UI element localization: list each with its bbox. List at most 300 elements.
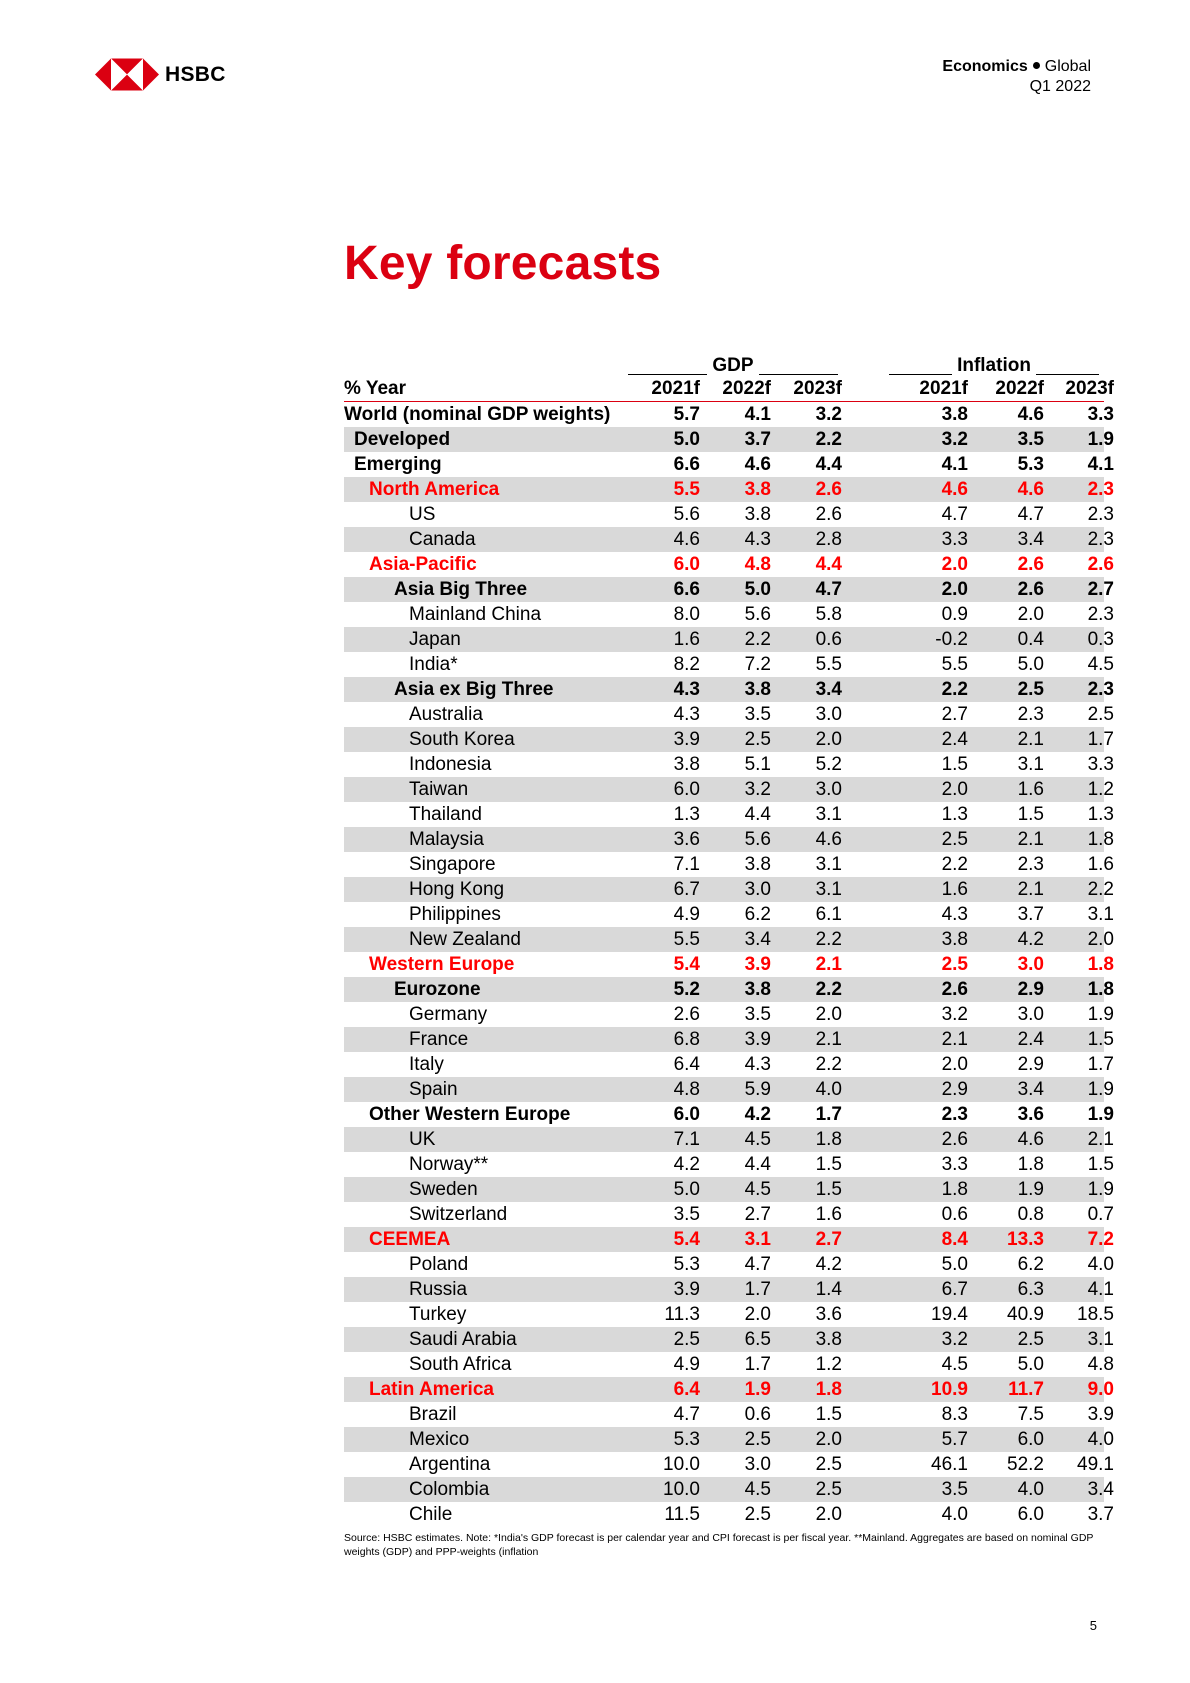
value-cell: 3.9 — [744, 1029, 771, 1050]
row-label: Russia — [409, 1279, 468, 1300]
value-cell: 1.5 — [941, 754, 968, 775]
table-row — [344, 1377, 1114, 1402]
table-row — [344, 1077, 1114, 1102]
value-cell: 6.7 — [673, 879, 700, 900]
page-title: Key forecasts — [344, 237, 662, 290]
value-cell: 3.8 — [744, 679, 771, 700]
value-cell: 2.0 — [744, 1304, 771, 1325]
table-row — [344, 1402, 1114, 1427]
value-cell: 4.9 — [673, 904, 700, 925]
row-label: World (nominal GDP weights) — [344, 404, 611, 425]
value-cell: 3.0 — [744, 1454, 771, 1475]
value-cell: 4.7 — [673, 1404, 700, 1425]
value-cell: 4.5 — [744, 1179, 771, 1200]
value-cell: 2.5 — [673, 1329, 700, 1350]
source-note: Source: HSBC estimates. Note: *India's GDP forecast is per calendar year and CPI forecast is per fiscal year. **Mainland. Aggregates are based on nominal GDP weights (GDP) and PPP-weights (inflation — [344, 1532, 1094, 1558]
value-cell: 1.3 — [673, 804, 700, 825]
value-cell: 1.8 — [941, 1179, 968, 1200]
value-cell: 3.4 — [1087, 1479, 1114, 1500]
value-cell: 1.3 — [941, 804, 968, 825]
value-cell: 3.4 — [1017, 529, 1044, 550]
value-cell: 2.3 — [1087, 479, 1114, 500]
value-cell: 1.5 — [815, 1404, 842, 1425]
value-cell: 2.2 — [815, 429, 842, 450]
value-cell: 4.2 — [1017, 929, 1044, 950]
value-cell: 4.6 — [673, 529, 700, 550]
row-label: South Africa — [409, 1354, 512, 1375]
value-cell: 1.8 — [1087, 954, 1114, 975]
row-label: Mainland China — [409, 604, 542, 625]
value-cell: 6.2 — [1017, 1254, 1044, 1275]
column-header-row — [344, 377, 1114, 402]
value-cell: 4.6 — [1017, 404, 1044, 425]
value-cell: 1.7 — [744, 1279, 771, 1300]
value-cell: 1.5 — [815, 1179, 842, 1200]
row-label: Latin America — [369, 1379, 494, 1400]
value-cell: 3.9 — [744, 954, 771, 975]
table-row — [344, 477, 1114, 502]
value-cell: 7.1 — [673, 854, 700, 875]
value-cell: 7.5 — [1017, 1404, 1044, 1425]
value-cell: 6.6 — [673, 579, 700, 600]
value-cell: 3.8 — [744, 504, 771, 525]
value-cell: 2.0 — [815, 729, 842, 750]
table-row — [344, 927, 1114, 952]
value-cell: 8.3 — [941, 1404, 968, 1425]
value-cell: 0.9 — [941, 604, 968, 625]
value-cell: 4.8 — [673, 1079, 700, 1100]
hsbc-hexagon-icon — [95, 58, 159, 91]
value-cell: 2.0 — [815, 1429, 842, 1450]
row-label: Turkey — [409, 1304, 467, 1325]
value-cell: 6.7 — [941, 1279, 968, 1300]
value-cell: 5.6 — [744, 829, 771, 850]
value-cell: 2.2 — [1087, 879, 1114, 900]
value-cell: 0.6 — [815, 629, 842, 650]
value-cell: 2.5 — [815, 1479, 842, 1500]
value-cell: 4.9 — [673, 1354, 700, 1375]
value-cell: 4.3 — [744, 1054, 771, 1075]
row-label: Asia-Pacific — [369, 554, 477, 575]
value-cell: 2.5 — [744, 1504, 771, 1525]
value-cell: 49.1 — [1077, 1454, 1114, 1475]
value-cell: 5.0 — [673, 429, 700, 450]
value-cell: 4.6 — [744, 454, 771, 475]
value-cell: 2.5 — [744, 729, 771, 750]
value-cell: 2.6 — [1017, 554, 1044, 575]
value-cell: 4.0 — [941, 1504, 968, 1525]
value-cell: 52.2 — [1007, 1454, 1044, 1475]
value-cell: 1.5 — [1017, 804, 1044, 825]
value-cell: 4.2 — [815, 1254, 842, 1275]
value-cell: 4.6 — [1017, 1129, 1044, 1150]
row-header-label: % Year — [344, 378, 406, 399]
value-cell: 2.7 — [744, 1204, 771, 1225]
value-cell: 3.1 — [815, 879, 842, 900]
column-header: 2021f — [651, 378, 700, 399]
row-label: Spain — [409, 1079, 458, 1100]
value-cell: 4.5 — [744, 1129, 771, 1150]
value-cell: 4.0 — [1087, 1429, 1114, 1450]
row-label: Canada — [409, 529, 476, 550]
value-cell: 1.8 — [1017, 1154, 1044, 1175]
group-header-row — [344, 355, 1104, 377]
value-cell: 9.0 — [1087, 1379, 1114, 1400]
table-row — [344, 1202, 1114, 1227]
value-cell: 3.8 — [941, 404, 968, 425]
page-number: 5 — [1089, 1618, 1097, 1633]
value-cell: 4.7 — [815, 579, 842, 600]
row-label: US — [409, 504, 436, 525]
value-cell: 3.0 — [1017, 954, 1044, 975]
value-cell: 3.8 — [744, 479, 771, 500]
value-cell: 3.7 — [1087, 1504, 1114, 1525]
value-cell: 1.2 — [815, 1354, 842, 1375]
row-label: Thailand — [409, 804, 482, 825]
value-cell: 5.5 — [815, 654, 842, 675]
gdp-group-header — [628, 355, 838, 377]
value-cell: 2.6 — [673, 1004, 700, 1025]
value-cell: 7.2 — [1087, 1229, 1114, 1250]
table-row — [344, 1277, 1114, 1302]
row-label: Australia — [409, 704, 483, 725]
table-row — [344, 1502, 1114, 1527]
value-cell: 2.4 — [1017, 1029, 1044, 1050]
value-cell: 5.4 — [673, 954, 700, 975]
value-cell: 3.8 — [941, 929, 968, 950]
value-cell: 3.2 — [941, 1329, 968, 1350]
row-label: Chile — [409, 1504, 453, 1525]
value-cell: 1.6 — [815, 1204, 842, 1225]
value-cell: 3.3 — [941, 1154, 968, 1175]
value-cell: 3.1 — [744, 1229, 771, 1250]
row-label: Singapore — [409, 854, 496, 875]
value-cell: 10.9 — [931, 1379, 968, 1400]
value-cell: 1.5 — [1087, 1029, 1114, 1050]
table-row — [344, 827, 1114, 852]
value-cell: 4.3 — [673, 679, 700, 700]
value-cell: 2.3 — [1087, 529, 1114, 550]
value-cell: 5.4 — [673, 1229, 700, 1250]
value-cell: 3.1 — [815, 854, 842, 875]
value-cell: 11.7 — [1008, 1379, 1044, 1400]
value-cell: 4.0 — [1087, 1254, 1114, 1275]
column-header: 2023f — [793, 378, 842, 399]
value-cell: 2.9 — [1017, 1054, 1044, 1075]
value-cell: 3.6 — [673, 829, 700, 850]
brand-name: HSBC — [165, 62, 226, 86]
value-cell: 3.8 — [744, 979, 771, 1000]
value-cell: 4.6 — [815, 829, 842, 850]
value-cell: 2.2 — [941, 854, 968, 875]
value-cell: 6.8 — [673, 1029, 700, 1050]
value-cell: 4.3 — [744, 529, 771, 550]
value-cell: 5.0 — [673, 1179, 700, 1200]
row-label: Germany — [409, 1004, 488, 1025]
value-cell: 5.5 — [673, 929, 700, 950]
value-cell: 2.5 — [941, 829, 968, 850]
value-cell: 3.1 — [1017, 754, 1044, 775]
value-cell: 2.7 — [941, 704, 968, 725]
value-cell: 2.0 — [815, 1504, 842, 1525]
inflation-group-header — [889, 355, 1099, 377]
table-row — [344, 677, 1114, 702]
value-cell: 2.3 — [1087, 604, 1114, 625]
inflation-group-label: Inflation — [957, 355, 1031, 376]
row-label: Other Western Europe — [369, 1104, 571, 1125]
value-cell: 7.2 — [744, 654, 771, 675]
table-row — [344, 1327, 1114, 1352]
value-cell: 3.2 — [941, 429, 968, 450]
value-cell: 3.9 — [673, 729, 700, 750]
value-cell: -0.2 — [935, 629, 968, 650]
value-cell: 4.7 — [744, 1254, 771, 1275]
value-cell: 6.4 — [673, 1054, 700, 1075]
value-cell: 1.9 — [1087, 429, 1114, 450]
row-label: UK — [409, 1129, 436, 1150]
value-cell: 3.2 — [941, 1004, 968, 1025]
value-cell: 2.1 — [1017, 729, 1044, 750]
value-cell: 2.1 — [1087, 1129, 1114, 1150]
value-cell: 2.3 — [1017, 704, 1044, 725]
value-cell: 2.1 — [1017, 829, 1044, 850]
value-cell: 3.6 — [1017, 1104, 1044, 1125]
row-label: Saudi Arabia — [409, 1329, 517, 1350]
value-cell: 6.1 — [815, 904, 842, 925]
value-cell: 2.5 — [1017, 1329, 1044, 1350]
value-cell: 4.4 — [815, 554, 842, 575]
value-cell: 11.5 — [664, 1504, 700, 1525]
value-cell: 6.0 — [1017, 1504, 1044, 1525]
value-cell: 5.5 — [941, 654, 968, 675]
value-cell: 40.9 — [1007, 1304, 1044, 1325]
value-cell: 2.6 — [941, 1129, 968, 1150]
value-cell: 2.4 — [941, 729, 968, 750]
value-cell: 1.6 — [673, 629, 700, 650]
row-label: Asia ex Big Three — [394, 679, 554, 700]
value-cell: 8.4 — [941, 1229, 968, 1250]
value-cell: 1.8 — [815, 1129, 842, 1150]
value-cell: 3.3 — [941, 529, 968, 550]
table-row — [344, 877, 1114, 902]
value-cell: 10.0 — [663, 1454, 700, 1475]
value-cell: 2.0 — [1017, 604, 1044, 625]
value-cell: 5.0 — [1017, 1354, 1044, 1375]
value-cell: 5.2 — [815, 754, 842, 775]
table-body — [344, 402, 1114, 1527]
table-row — [344, 627, 1114, 652]
value-cell: 2.6 — [941, 979, 968, 1000]
value-cell: 6.0 — [673, 1104, 700, 1125]
value-cell: 4.4 — [815, 454, 842, 475]
column-header: 2021f — [919, 378, 968, 399]
table-row — [344, 552, 1114, 577]
value-cell: 2.0 — [941, 579, 968, 600]
value-cell: 4.1 — [1087, 454, 1114, 475]
table-row — [344, 1427, 1114, 1452]
table-row — [344, 752, 1114, 777]
value-cell: 3.5 — [1017, 429, 1044, 450]
value-cell: 8.0 — [673, 604, 700, 625]
value-cell: 2.6 — [1087, 554, 1114, 575]
value-cell: 3.5 — [744, 704, 771, 725]
value-cell: 3.2 — [815, 404, 842, 425]
row-label: Argentina — [409, 1454, 491, 1475]
value-cell: 2.5 — [744, 1429, 771, 1450]
value-cell: 8.2 — [673, 654, 700, 675]
value-cell: 5.3 — [673, 1254, 700, 1275]
value-cell: 4.7 — [941, 504, 968, 525]
value-cell: 5.3 — [1017, 454, 1044, 475]
row-label: South Korea — [409, 729, 515, 750]
value-cell: 1.4 — [815, 1279, 842, 1300]
value-cell: 11.3 — [664, 1304, 700, 1325]
value-cell: 4.0 — [815, 1079, 842, 1100]
value-cell: 1.5 — [1087, 1154, 1114, 1175]
row-label: Sweden — [409, 1179, 478, 1200]
row-label: Japan — [409, 629, 461, 650]
value-cell: 4.2 — [744, 1104, 771, 1125]
value-cell: 2.6 — [815, 504, 842, 525]
value-cell: 0.6 — [941, 1204, 968, 1225]
value-cell: 3.5 — [673, 1204, 700, 1225]
value-cell: 4.3 — [673, 704, 700, 725]
row-label: India* — [409, 654, 458, 675]
value-cell: 2.0 — [1087, 929, 1114, 950]
value-cell: 2.3 — [1087, 504, 1114, 525]
table-row — [344, 902, 1114, 927]
value-cell: 5.1 — [744, 754, 771, 775]
row-label: Colombia — [409, 1479, 490, 1500]
value-cell: 18.5 — [1077, 1304, 1114, 1325]
value-cell: 13.3 — [1007, 1229, 1044, 1250]
row-label: Hong Kong — [409, 879, 505, 900]
value-cell: 2.6 — [1017, 579, 1044, 600]
value-cell: 0.7 — [1087, 1204, 1114, 1225]
row-label: Italy — [409, 1054, 444, 1075]
value-cell: 1.9 — [1087, 1004, 1114, 1025]
value-cell: 1.6 — [941, 879, 968, 900]
value-cell: 6.5 — [744, 1329, 771, 1350]
row-label: Eurozone — [394, 979, 481, 1000]
value-cell: 3.5 — [744, 1004, 771, 1025]
table-row — [344, 1002, 1114, 1027]
value-cell: 6.0 — [673, 554, 700, 575]
value-cell: 2.0 — [941, 1054, 968, 1075]
value-cell: 3.8 — [673, 754, 700, 775]
row-label: Asia Big Three — [394, 579, 528, 600]
table-row — [344, 1102, 1114, 1127]
value-cell: 3.0 — [744, 879, 771, 900]
value-cell: 4.1 — [1087, 1279, 1114, 1300]
value-cell: 3.2 — [744, 779, 771, 800]
value-cell: 2.0 — [815, 1004, 842, 1025]
row-label: Switzerland — [409, 1204, 508, 1225]
value-cell: 2.7 — [1087, 579, 1114, 600]
value-cell: 3.0 — [815, 779, 842, 800]
value-cell: 2.9 — [1017, 979, 1044, 1000]
value-cell: 6.4 — [673, 1379, 700, 1400]
region-label: Global — [1044, 58, 1091, 75]
value-cell: 0.6 — [744, 1404, 771, 1425]
table-row — [344, 727, 1114, 752]
value-cell: 3.3 — [1087, 404, 1114, 425]
table-row — [344, 577, 1114, 602]
row-label: Philippines — [409, 904, 501, 925]
column-header: 2022f — [995, 378, 1044, 399]
column-header: 2023f — [1065, 378, 1114, 399]
value-cell: 2.2 — [815, 979, 842, 1000]
value-cell: 2.5 — [815, 1454, 842, 1475]
value-cell: 1.9 — [744, 1379, 771, 1400]
table-row — [344, 1252, 1114, 1277]
report-header — [942, 57, 1091, 97]
table-row — [344, 777, 1114, 802]
value-cell: 6.0 — [673, 779, 700, 800]
table-row — [344, 1227, 1114, 1252]
value-cell: 4.3 — [941, 904, 968, 925]
row-label: France — [409, 1029, 469, 1050]
hsbc-logo — [95, 58, 226, 91]
value-cell: 1.8 — [815, 1379, 842, 1400]
value-cell: 6.6 — [673, 454, 700, 475]
value-cell: 0.4 — [1017, 629, 1044, 650]
value-cell: 4.4 — [744, 1154, 771, 1175]
value-cell: 3.7 — [744, 429, 771, 450]
value-cell: 3.9 — [673, 1279, 700, 1300]
table-row — [344, 1177, 1114, 1202]
table-row — [344, 452, 1114, 477]
value-cell: 1.5 — [815, 1154, 842, 1175]
value-cell: 3.0 — [1017, 1004, 1044, 1025]
value-cell: 3.9 — [1087, 1404, 1114, 1425]
value-cell: 5.7 — [673, 404, 700, 425]
value-cell: 1.6 — [1087, 854, 1114, 875]
table-row — [344, 952, 1114, 977]
value-cell: 3.8 — [744, 854, 771, 875]
period-label: Q1 2022 — [1029, 78, 1091, 95]
value-cell: 6.0 — [1017, 1429, 1044, 1450]
value-cell: 1.8 — [1087, 829, 1114, 850]
value-cell: 5.9 — [744, 1079, 771, 1100]
value-cell: 4.6 — [941, 479, 968, 500]
value-cell: 3.5 — [941, 1479, 968, 1500]
row-label: North America — [369, 479, 500, 500]
value-cell: 6.3 — [1017, 1279, 1044, 1300]
value-cell: 3.4 — [1017, 1079, 1044, 1100]
value-cell: 4.6 — [1017, 479, 1044, 500]
row-label: New Zealand — [409, 929, 521, 950]
value-cell: 3.4 — [815, 679, 842, 700]
value-cell: 2.1 — [941, 1029, 968, 1050]
value-cell: 19.4 — [931, 1304, 968, 1325]
section-label: Economics — [942, 58, 1028, 75]
value-cell: 3.1 — [1087, 904, 1114, 925]
value-cell: 1.9 — [1017, 1179, 1044, 1200]
value-cell: 3.3 — [1087, 754, 1114, 775]
value-cell: 1.2 — [1087, 779, 1114, 800]
table-row — [344, 402, 1114, 427]
value-cell: 2.2 — [941, 679, 968, 700]
table-row — [344, 1152, 1114, 1177]
value-cell: 7.1 — [673, 1129, 700, 1150]
value-cell: 2.0 — [941, 554, 968, 575]
value-cell: 1.9 — [1087, 1179, 1114, 1200]
table-row — [344, 652, 1114, 677]
value-cell: 2.3 — [941, 1104, 968, 1125]
value-cell: 2.3 — [1017, 854, 1044, 875]
value-cell: 2.5 — [1087, 704, 1114, 725]
